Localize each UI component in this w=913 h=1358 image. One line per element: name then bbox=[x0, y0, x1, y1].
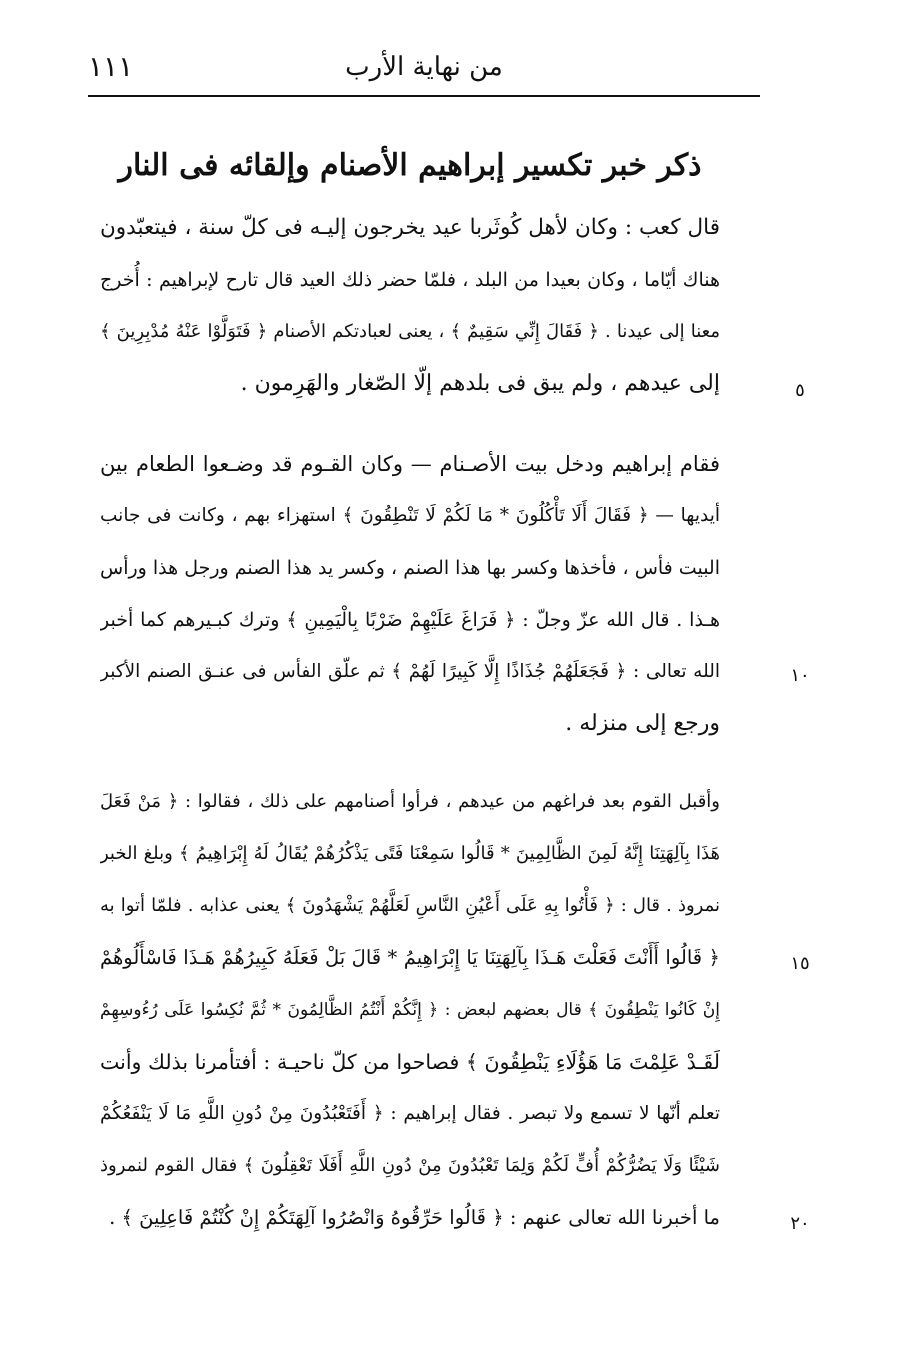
text-line: وأقبل القوم بعد فراغهم من عيدهم ، فرأوا أصنامهم على ذلك ، فقالوا : ﴿ مَنْ فَعَلَ bbox=[100, 791, 720, 812]
text-line: إلى عيدهم ، ولم يبق فى بلدهم إلّا الصّغار والهَرِمون . bbox=[240, 371, 720, 396]
paragraph-1 bbox=[100, 202, 720, 410]
text-line: شَيْئًا وَلَا يَضُرُّكُمْ أُفٍّ لَكُمْ وَلِمَا تَعْبُدُونَ مِنْ دُونِ اللَّهِ أَفَلَا تَعْقِلُونَ ﴾ فقال القوم لنمروذ bbox=[100, 1155, 720, 1176]
text-line: أيديها — ﴿ فَقَالَ أَلَا تَأْكُلُونَ * مَا لَكُمْ لَا تَنْطِقُونَ ﴾ استهزاء بهم ، وكانت فى جانب bbox=[100, 505, 720, 526]
text-line: نمروذ . قال : ﴿ فَأْتُوا بِهِ عَلَى أَعْيُنِ النَّاسِ لَعَلَّهُمْ يَشْهَدُونَ ﴾ يعنى عذابه . فلمّا أتوا به bbox=[100, 895, 720, 916]
margin-line-number: ٢٠ bbox=[790, 1213, 810, 1234]
paragraph-2 bbox=[100, 438, 720, 750]
section-title: ذكر خبر تكسير إبراهيم الأصنام وإلقائه فى النار bbox=[118, 148, 702, 183]
text-line: ﴿ قَالُوا أَأَنْتَ فَعَلْتَ هَـذَا بِآلِهَتِنَا يَا إِبْرَاهِيمُ * قَالَ بَلْ فَعَلَهُ كَبِيرُهُمْ هَـذَا فَاسْأَلُوهُمْ bbox=[100, 946, 720, 969]
margin-line-number: ١٠ bbox=[790, 665, 810, 686]
text-line: قال كعب : وكان لأهل كُوثَربا عيد يخرجون إليـه فى كلّ سنة ، فيتعبّدون bbox=[100, 215, 720, 240]
text-line: لَقَـدْ عَلِمْتَ مَا هَؤُلَاءِ يَنْطِقُونَ ﴾ فصاحوا من كلّ ناحيـة : أفتأمرنا بذلك وأنت bbox=[100, 1050, 720, 1074]
text-line: الله تعالى : ﴿ فَجَعَلَهُمْ جُذَاذًا إِلَّا كَبِيرًا لَهُمْ ﴾ ثم علّق الفأس فى عنـق الصنم الأكبر bbox=[100, 661, 720, 682]
text-line: إِنْ كَانُوا يَنْطِقُونَ ﴾ قال بعضهم لبعض : ﴿ إِنَّكُمْ أَنْتُمُ الظَّالِمُونَ * ثُمَّ نُكِسُوا عَلَى رُءُوسِهِمْ bbox=[100, 1000, 720, 1020]
running-title: من نهاية الأرب bbox=[345, 52, 503, 82]
header-rule bbox=[88, 95, 760, 97]
text-line: تعلم أنّها لا تسمع ولا تبصر . فقال إبراهيم : ﴿ أَفَتَعْبُدُونَ مِنْ دُونِ اللَّهِ مَا لَا يَنْفَعُكُمْ bbox=[100, 1103, 720, 1124]
text-line: هَذَا بِآلِهَتِنَا إِنَّهُ لَمِنَ الظَّالِمِينَ * قَالُوا سَمِعْنَا فَتًى يَذْكُرُهُمْ يُقَالُ لَهُ إِبْرَاهِيمُ ﴾ وبلغ الخبر bbox=[100, 843, 720, 864]
text-line: هـذا . قال الله عزّ وجلّ : ﴿ فَرَاغَ عَلَيْهِمْ ضَرْبًا بِالْيَمِينِ ﴾ وترك كبـيرهم كما أخبر bbox=[100, 609, 720, 631]
text-line: هناك أيّاما ، وكان بعيدا من البلد ، فلمّا حضر ذلك العيد قال تارح لإبراهيم : أُخرج bbox=[100, 269, 720, 291]
text-line: ما أخبرنا الله تعالى عنهم : ﴿ قَالُوا حَرِّقُوهُ وَانْصُرُوا آلِهَتَكُمْ إِنْ كُنْتُمْ فَاعِلِينَ ﴾ . bbox=[109, 1206, 720, 1229]
text-line: فقام إبراهيم ودخل بيت الأصـنام — وكان القـوم قد وضـعوا الطعام بين bbox=[100, 452, 720, 476]
margin-line-number: ٥ bbox=[795, 380, 805, 401]
page-header bbox=[88, 48, 760, 96]
paragraph-3 bbox=[100, 776, 720, 1244]
text-line: ورجع إلى منزله . bbox=[565, 711, 720, 736]
margin-line-number: ١٥ bbox=[790, 953, 810, 974]
text-line: معنا إلى عيدنا . ﴿ فَقَالَ إِنِّي سَقِيمٌ ﴾ ، يعنى لعبادتكم الأصنام ﴿ فَتَوَلَّوْا عَنْهُ مُدْبِرِينَ ﴾ bbox=[100, 321, 720, 342]
page-number: ١١١ bbox=[88, 50, 134, 83]
text-line: البيت فأس ، فأخذها وكسر بها هذا الصنم ، وكسر يد هذا الصنم ورجل هذا ورأس bbox=[100, 557, 720, 579]
